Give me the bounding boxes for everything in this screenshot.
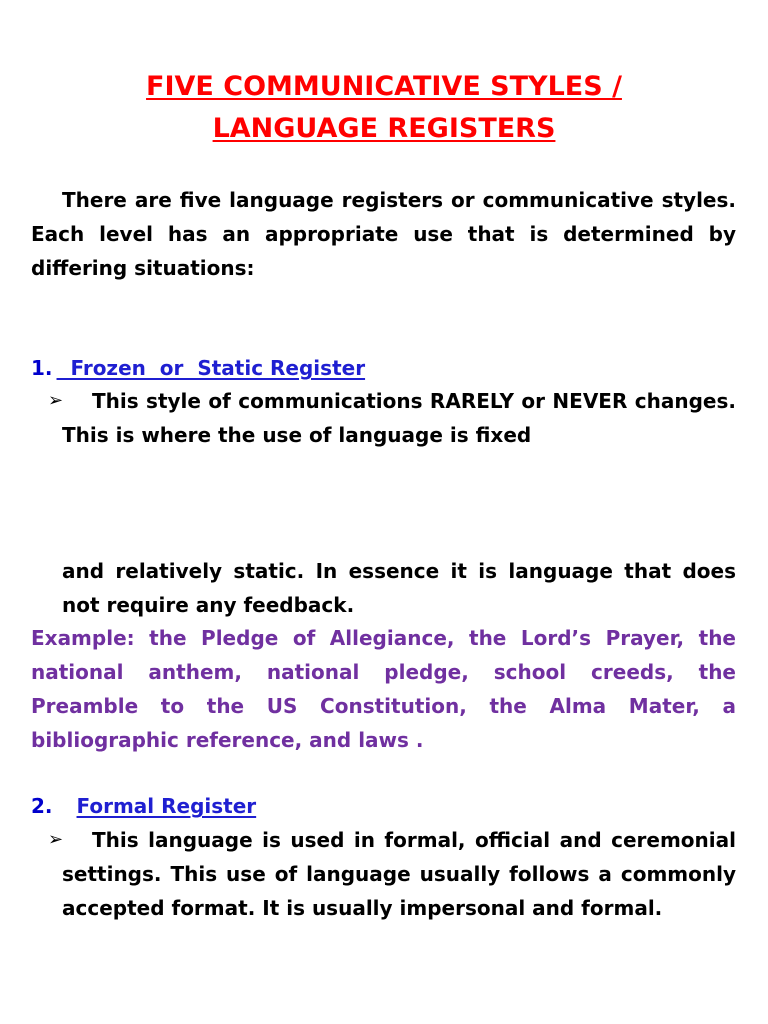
section-1-example: Example: the Pledge of Allegiance, the Lord’s Prayer, the national anthem, national pledge, school creeds, the Preamble to the US Constitution, the Alma Mater, a bibliographic reference, and laws . [31,626,736,752]
section-1-number: 1. [31,356,53,380]
section-2-bullet-text: This language is used in formal, official and ceremonial settings. This use of language usually follows a commonly accepted format. It is usually impersonal and formal. [62,828,736,920]
arrow-bullet-icon: ➢ [48,829,64,850]
arrow-bullet-icon: ➢ [48,390,64,411]
section-2-heading [31,789,256,823]
section-1-title: Frozen or Static Register [56,356,366,380]
title-line-2: LANGUAGE REGISTERS [212,113,556,144]
title-line-1: FIVE COMMUNICATIVE STYLES / [146,71,622,102]
section-1-bullet-text-part1: This style of communications RARELY or NEVER changes. This is where the use of language is fixed [62,389,736,447]
section-1-bullet-text-part2: and relatively static. In essence it is language that does not require any feedback. [62,559,736,617]
intro-paragraph: There are five language registers or communicative styles. Each level has an appropriate use that is determined by differing situations: [31,188,736,280]
section-2-number: 2. [31,794,53,818]
document-title [0,66,768,150]
section-2-title: Formal Register [76,794,257,818]
section-1-heading [31,351,365,385]
